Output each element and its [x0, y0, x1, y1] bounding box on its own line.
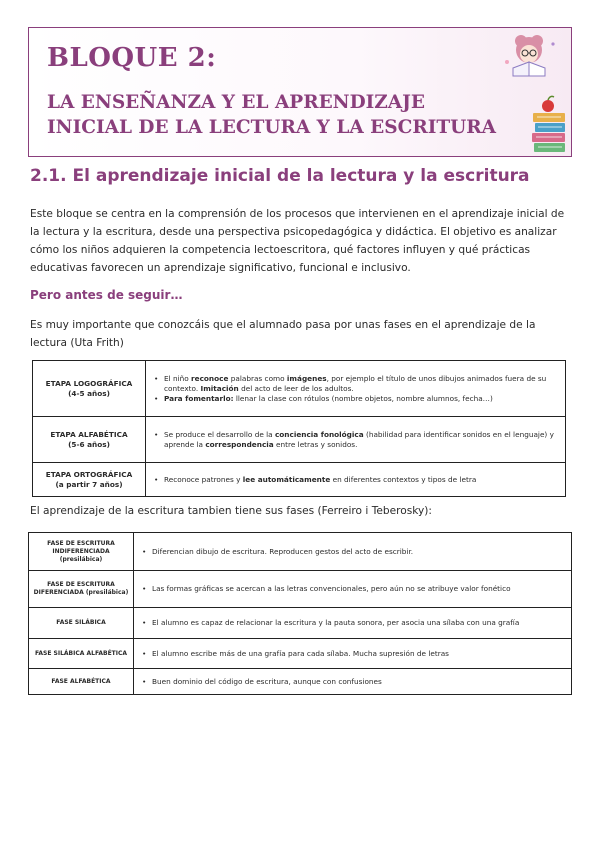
phase-description: [134, 669, 572, 695]
phase-name: FASE DE ESCRITURA: [47, 581, 115, 588]
text: palabras como: [228, 373, 287, 383]
stage-age: (5-6 años): [68, 439, 110, 449]
phase-label: [29, 533, 134, 571]
table-row: [29, 639, 572, 669]
phase-label: [29, 639, 134, 669]
stage-description: [146, 361, 566, 417]
phase-name: FASE DE ESCRITURA: [47, 539, 115, 547]
phase-description: [134, 571, 572, 608]
table-row: [29, 608, 572, 639]
text: llenar la clase con rótulos (nombre objetos, nombre alumnos, fecha…): [233, 393, 493, 403]
bullet-item: • Buen dominio del código de escritura, aunque con confusiones: [142, 677, 565, 687]
phase-label: [29, 669, 134, 695]
text-bold: imágenes: [286, 373, 327, 383]
phase-description: [134, 533, 572, 571]
bullet-item: • Diferencian dibujo de escritura. Reproducen gestos del acto de escribir.: [142, 547, 565, 557]
writing-intro-paragraph: El aprendizaje de la escritura tambien tiene sus fases (Ferreiro i Teberosky):: [30, 505, 432, 517]
phase-name: INDIFERENCIADA: [52, 547, 110, 555]
stage-age: (a partir 7 años): [55, 479, 123, 489]
reading-intro-paragraph: Es muy importante que conozcáis que el alumnado pasa por unas fases en el aprendizaje de la lectura (Uta Frith): [30, 319, 536, 349]
section-heading: 2.1. El aprendizaje inicial de la lectura y la escritura: [30, 166, 530, 186]
bullet-item: • Las formas gráficas se acercan a las letras convencionales, pero aún no se atribuye valor fonético: [142, 584, 565, 594]
block-subtitle-line2: INICIAL DE LA LECTURA Y LA ESCRITURA: [47, 117, 496, 138]
intro-paragraph: Este bloque se centra en la comprensión de los procesos que intervienen en el aprendizaje inicial de la lectura y la escritura, desde una perspectiva psicopedagógica y didáctica. El objetivo es analizar cómo los niños adquieren la competencia lectoescritora, qué factores influyen y qué prácticas educativas favorecen un aprendizaje significativo, funcional e inclusivo.: [30, 208, 565, 274]
bullet-item: [154, 430, 559, 450]
text: en diferentes contextos y tipos de letra: [330, 474, 477, 484]
stage-label: [33, 417, 146, 463]
writing-phases-table: [28, 532, 572, 695]
text-bold: Imitación: [200, 383, 239, 393]
phase-name: FASE SILÁBICA ALFABÉTICA: [34, 649, 128, 657]
phase-label: [29, 571, 134, 608]
text-bold: lee automáticamente: [242, 474, 331, 484]
block-subtitle-line1: LA ENSEÑANZA Y EL APRENDIZAJE: [47, 92, 426, 113]
phase-name: FASE ALFABÉTICA: [51, 677, 111, 685]
text-bold: Para fomentarlo:: [164, 393, 234, 403]
text: (habilidad para identificar sonidos en el lenguaje) y aprende la: [164, 429, 554, 449]
subheading: Pero antes de seguir…: [30, 288, 183, 302]
table-row: [29, 669, 572, 695]
phase-description: [134, 639, 572, 669]
phase-name: DIFERENCIADA (presilábica): [33, 589, 129, 596]
stage-description: [146, 463, 566, 497]
stage-name: ETAPA ORTOGRÁFICA: [45, 469, 133, 479]
text: Reconoce patrones y: [164, 474, 243, 484]
bullet-item: [154, 394, 559, 404]
table-row: [33, 463, 566, 497]
stage-label: [33, 361, 146, 417]
bullet-item: [154, 475, 559, 485]
table-row: [29, 533, 572, 571]
text: del acto de leer de los adultos.: [238, 383, 354, 393]
stage-name: ETAPA ALFABÉTICA: [50, 429, 128, 439]
reading-stages-table: [32, 360, 566, 497]
bullet-item: [154, 374, 559, 394]
phase-label: [29, 608, 134, 639]
stage-name: ETAPA LOGOGRÁFICA: [45, 378, 133, 388]
table-row: [29, 571, 572, 608]
text-bold: conciencia fonológica: [274, 429, 364, 439]
text-bold: reconoce: [191, 373, 229, 383]
chapter-banner: [28, 27, 572, 157]
bullet-item: • El alumno escribe más de una grafía para cada sílaba. Mucha supresión de letras: [142, 649, 565, 659]
phase-name: FASE SILÁBICA: [56, 619, 106, 626]
stage-age: (4-5 años): [68, 388, 110, 398]
reading-girl-icon: [499, 32, 559, 80]
stage-description: [146, 417, 566, 463]
phase-description: [134, 608, 572, 639]
text: , por ejemplo el título de unos dibujos animados fuera de su contexto.: [164, 373, 547, 393]
block-title: BLOQUE 2:: [47, 43, 217, 73]
text-bold: correspondencia: [205, 439, 274, 449]
text: entre letras y sonidos.: [273, 439, 358, 449]
books-apple-icon: [529, 94, 569, 154]
bullet-item: • El alumno es capaz de relacionar la escritura y la pauta sonora, per asocia una sílaba con una grafía: [142, 618, 565, 628]
table-row: [33, 417, 566, 463]
text: Se produce el desarrollo de la: [164, 429, 275, 439]
text: El niño: [164, 373, 192, 383]
table-row: [33, 361, 566, 417]
stage-label: [33, 463, 146, 497]
phase-name: (presilábica): [59, 555, 103, 563]
block-subtitle: [47, 90, 496, 140]
